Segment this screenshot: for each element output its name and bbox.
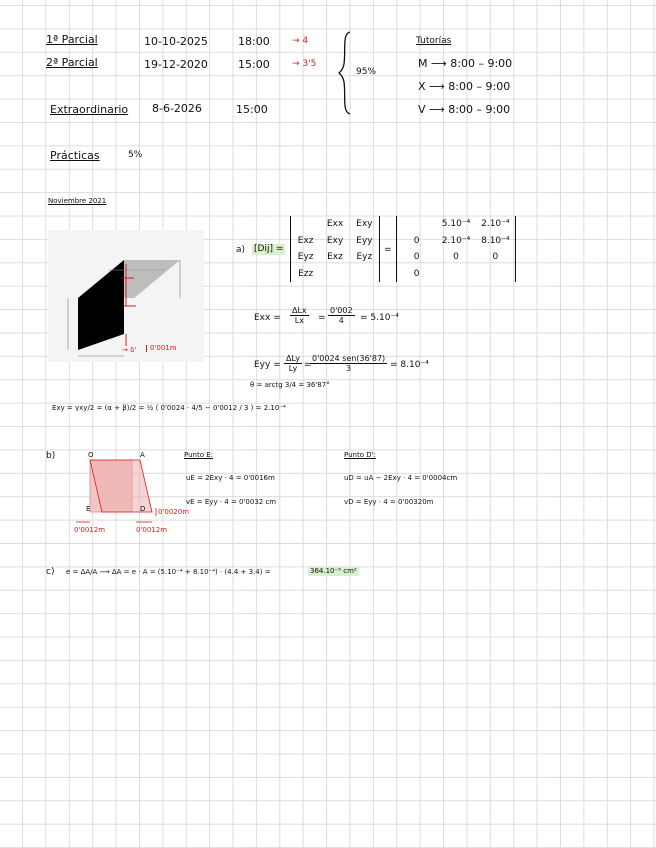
figure-label-red: → δ' [122, 346, 137, 354]
tutorias-title: Tutorías [416, 36, 452, 46]
matrix-cell: 0 [492, 252, 499, 263]
fraction-denominator: 4 [338, 316, 344, 325]
part-b-label: b) [46, 451, 56, 461]
matrix-cell: Exz [327, 252, 343, 263]
corner-a: A [140, 451, 145, 459]
dim-label-2: 0'0012m [136, 526, 168, 534]
eq-c: e = ΔA/A ⟶ ΔA = e · A = (5.10⁻⁴ + 8.10⁻⁴) · (4.4 + 3.4) = [66, 568, 271, 576]
matrix-cell: Eyz [297, 252, 314, 263]
matrix-cell: 0 [453, 252, 459, 263]
matrix-cell: Exx [326, 219, 344, 230]
tensor-lhs: [Dij] = [254, 244, 284, 254]
parcial-2-date: 19-12-2020 [144, 58, 208, 71]
matrix-cell: 2.10⁻⁴ [481, 219, 510, 230]
eq-exx-eq: = [318, 313, 326, 323]
practicas-label: Prácticas [50, 149, 100, 162]
extraordinario-label: Extraordinario [50, 103, 129, 116]
exercise-heading: Noviembre 2021 [48, 197, 107, 205]
matrix-cell: Ezz [298, 268, 314, 279]
corner-d: D [140, 505, 146, 513]
parcial-2-grade: → 3'5 [292, 59, 317, 69]
fraction-denominator: Ly [288, 364, 298, 373]
eq-eyy-fraction-2 [310, 354, 387, 373]
deformed-element-diagram [70, 450, 186, 532]
matrix-cell: 0 [413, 268, 420, 279]
matrix-cell: Eyy [356, 235, 373, 246]
matrix-cell: 0 [413, 235, 420, 246]
eq-exx-fraction-1 [290, 306, 309, 325]
eq-eyy-eq: = [304, 360, 312, 370]
dim-label-1: 0'0012m [74, 526, 106, 534]
tutoria-row-m: M ⟶ 8:00 – 9:00 [418, 57, 513, 70]
matrix-cell: Eyz [356, 252, 373, 263]
parcial-1-time: 18:00 [238, 35, 270, 48]
parcial-1-date: 10-10-2025 [144, 35, 208, 48]
punto-e-line-1: uE = 2Exy · 4 = 0'0016m [186, 474, 275, 482]
tutoria-row-v: V ⟶ 8:00 – 9:00 [418, 103, 511, 116]
punto-d-title: Punto D': [344, 451, 376, 459]
parcial-2-time: 15:00 [238, 58, 270, 71]
eq-theta: θ = arctg 3/4 = 36'87° [250, 381, 330, 389]
matrix-cell: Exy [356, 219, 373, 230]
parcial-1-label: 1ª Parcial [46, 33, 98, 46]
eq-eyy-result: = 8.10⁻⁴ [390, 360, 429, 370]
part-a-label: a) [236, 245, 246, 255]
dim-label-3: 0'0020m [158, 508, 190, 516]
exam-weight: 95% [356, 67, 377, 77]
eq-exx-lhs: Exx = [254, 313, 281, 323]
equals-sign: = [384, 245, 392, 255]
part-c-label: c) [46, 567, 55, 577]
matrix-cell: 5.10⁻⁴ [441, 219, 471, 230]
deformation-figure [48, 230, 204, 362]
matrix-cell: 2.10⁻⁴ [441, 235, 471, 246]
tutoria-row-x: X ⟶ 8:00 – 9:00 [418, 80, 511, 93]
practicas-weight: 5% [128, 150, 143, 160]
corner-o: O [88, 451, 94, 459]
fraction-numerator: ΔLy [286, 354, 300, 363]
fraction-denominator: 3 [346, 364, 352, 373]
eq-exx-result: = 5.10⁻⁴ [360, 313, 399, 323]
parcial-1-grade: → 4 [292, 36, 309, 46]
matrix-cell: Exz [297, 235, 314, 246]
punto-e-line-2: vE = Eyy · 4 = 0'0032 cm [186, 498, 277, 506]
eq-exy: Exy = γxy/2 = (α + β)/2 = ½ ( 0'0024 · 4/5 − 0'0012 / 3 ) = 2.10⁻⁴ [52, 404, 286, 412]
figure-label-box: 0'001m [146, 345, 177, 352]
numeric-strain-matrix [396, 216, 516, 282]
corner-e: E [86, 505, 91, 513]
symbolic-strain-matrix [290, 216, 380, 282]
extraordinario-date: 8-6-2026 [152, 102, 202, 115]
matrix-cell: 8.10⁻⁴ [481, 235, 510, 246]
eq-eyy-lhs: Eyy = [254, 360, 281, 370]
curly-brace-icon [338, 30, 354, 116]
extraordinario-time: 15:00 [236, 103, 268, 116]
eq-c-result: 364.10⁻⁵ cm² [310, 567, 357, 575]
punto-e-title: Punto E: [184, 451, 214, 459]
eq-exx-fraction-2 [328, 306, 355, 325]
fraction-numerator: ΔLx [292, 306, 307, 315]
matrix-cell: 0 [413, 252, 420, 263]
matrix-cell: Exy [326, 235, 344, 246]
parcial-2-label: 2ª Parcial [46, 56, 98, 69]
fraction-denominator: Lx [294, 316, 304, 325]
punto-d-line-2: vD = Eyy · 4 = 0'00320m [344, 498, 434, 506]
fraction-numerator: 0'0024 sen(36'87) [312, 354, 386, 363]
eq-eyy-fraction-1 [284, 354, 302, 373]
punto-d-line-1: uD = uA − 2Exy · 4 = 0'0004cm [344, 474, 458, 482]
fraction-numerator: 0'002 [330, 306, 353, 315]
